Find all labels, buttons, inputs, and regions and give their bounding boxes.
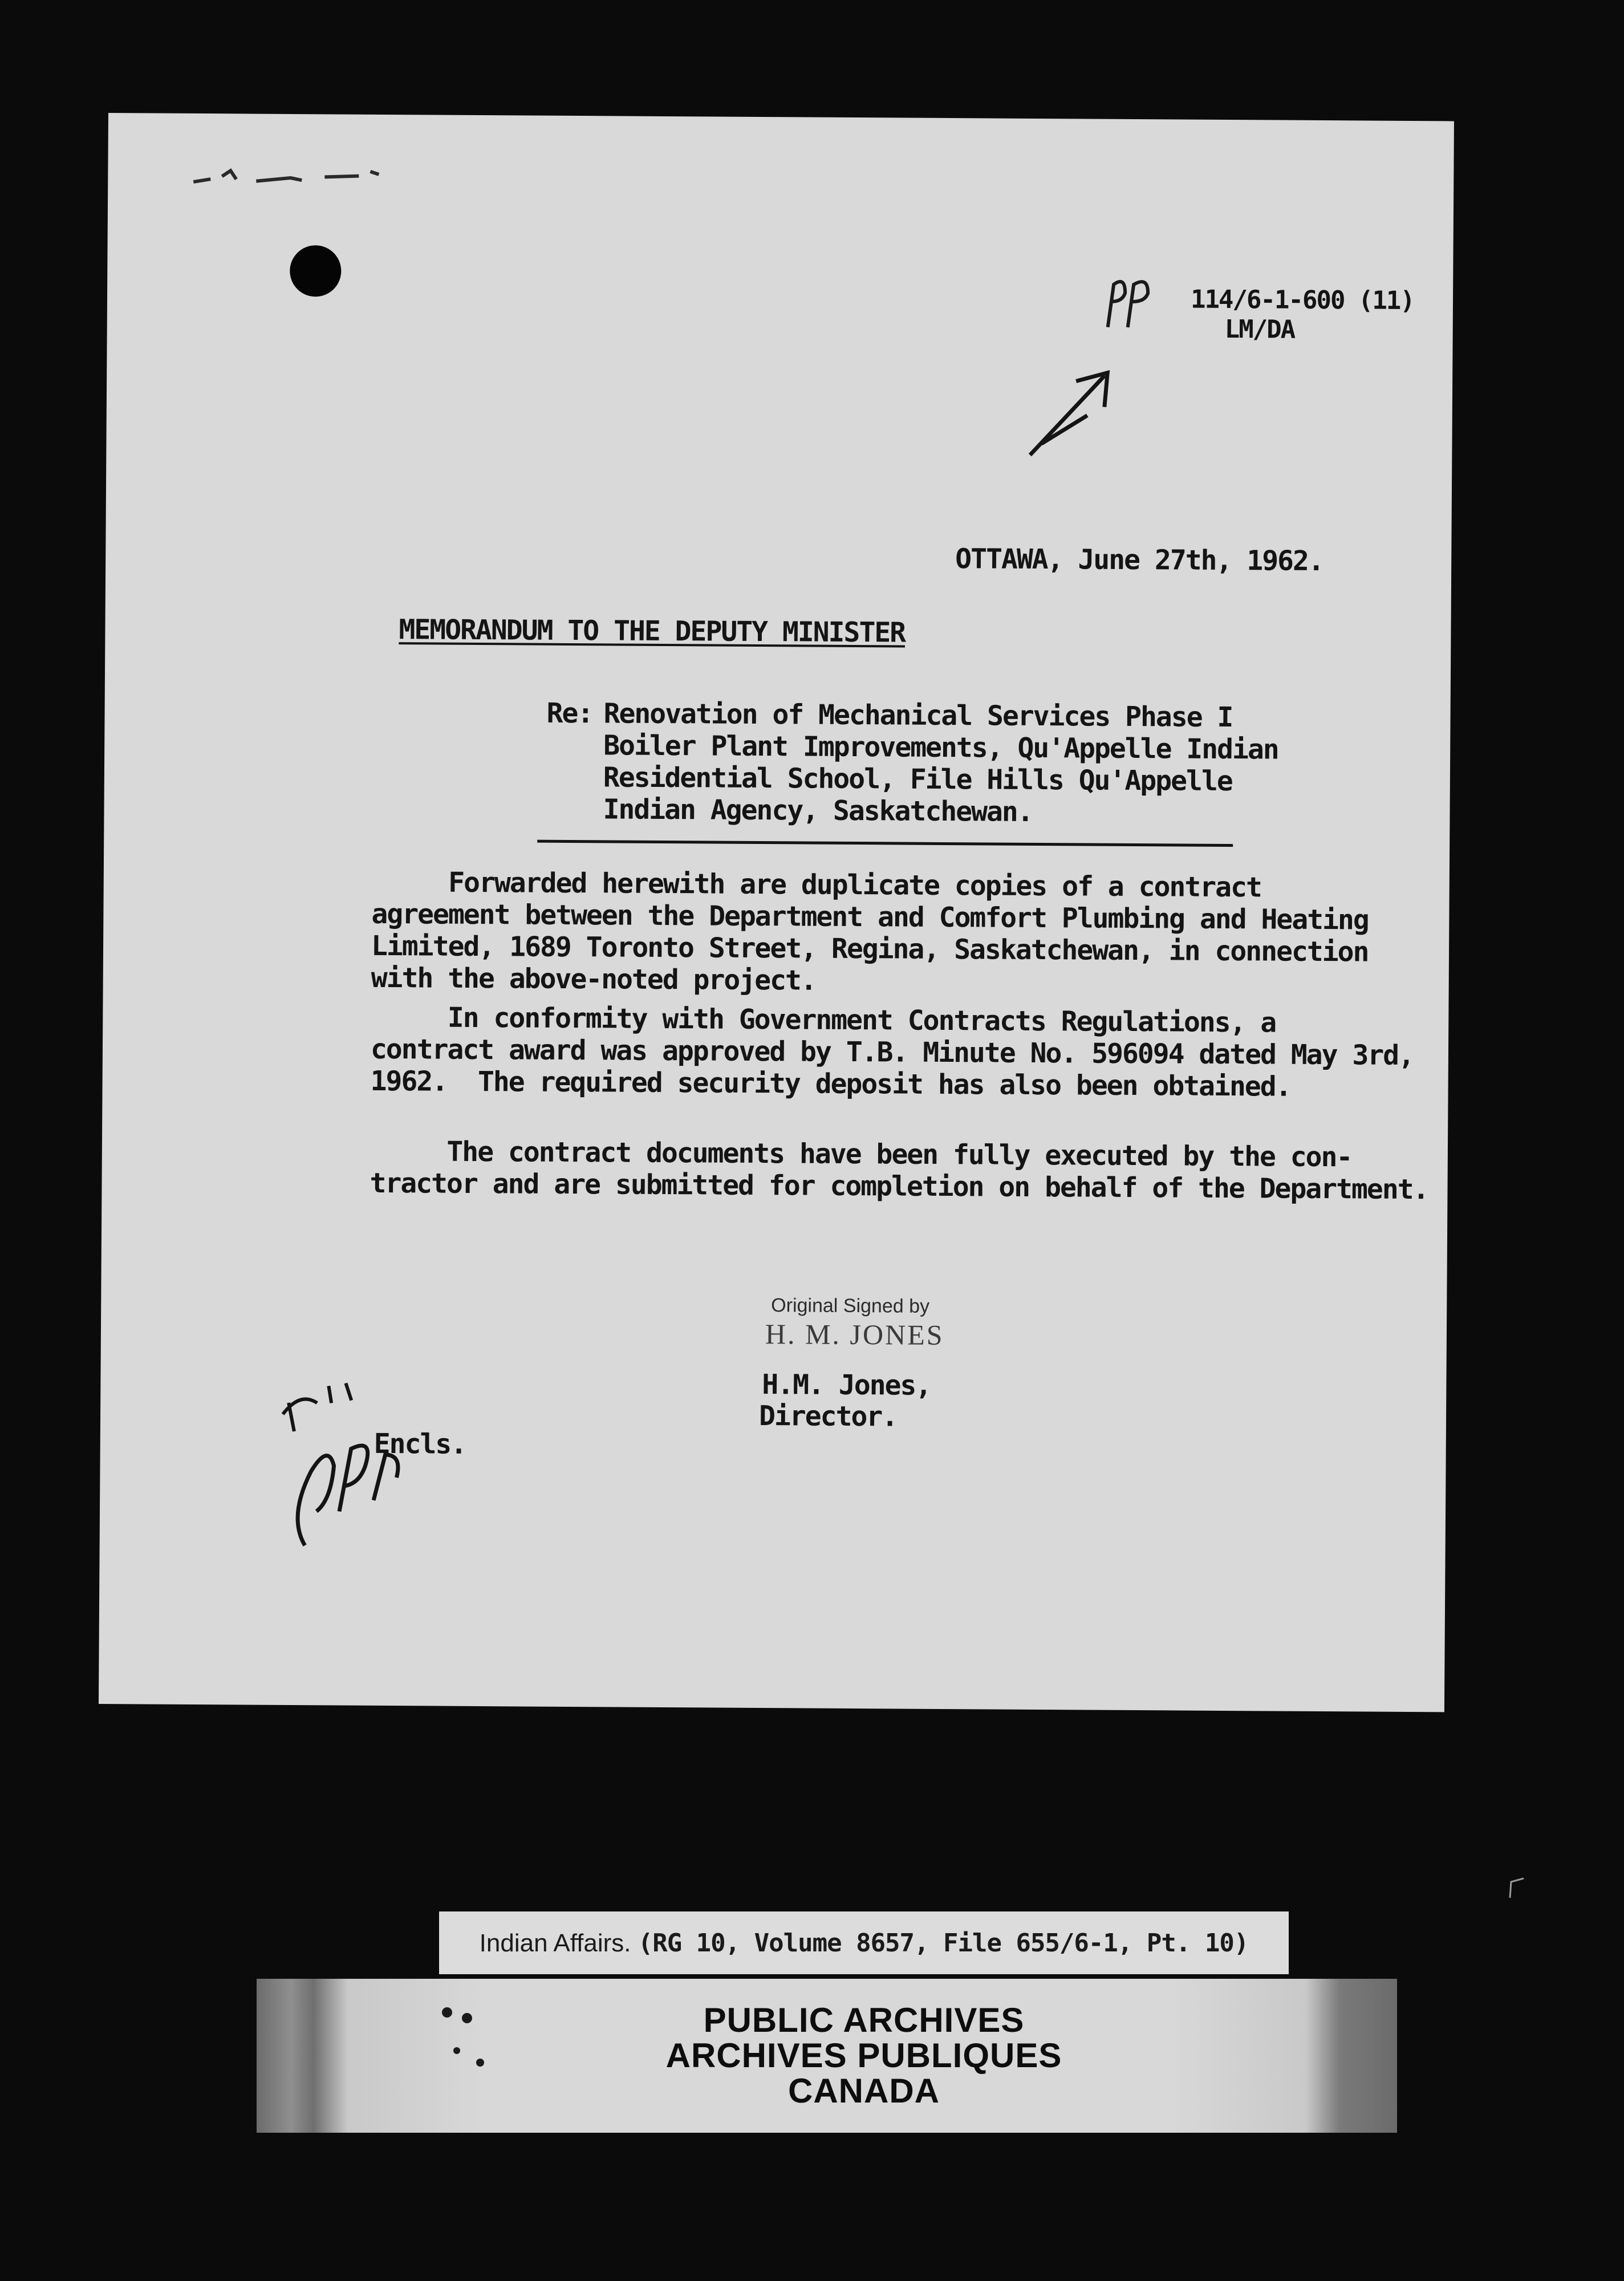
paragraph-line: with the above-noted project. — [371, 961, 816, 997]
archive-reference — [480, 1929, 1249, 1958]
file-reference: 114/6-1-600 (11) — [1190, 285, 1415, 315]
archive-label — [439, 1970, 1289, 2141]
paragraph-line: Forwarded herewith are duplicate copies of a contract — [371, 866, 1262, 904]
paragraph-line: In conformity with Government Contracts Regulations, a — [371, 1001, 1276, 1039]
subject-line: Residential School, File Hills Qu'Appelle — [603, 761, 1232, 798]
dateline: OTTAWA, June 27th, 1962. — [955, 543, 1323, 578]
archive-label-line: PUBLIC ARCHIVES — [703, 2001, 1025, 2039]
punch-hole — [290, 245, 342, 297]
subject-line: Renovation of Mechanical Services Phase I — [603, 697, 1233, 734]
signature-stamp-caption: Original Signed by — [771, 1294, 930, 1317]
paragraph-line: The contract documents have been fully executed by the con- — [370, 1135, 1352, 1174]
corner-mark — [1505, 1876, 1528, 1899]
paragraph-line: 1962. The required security deposit has also been obtained. — [370, 1065, 1291, 1103]
subject-line: Boiler Plant Improvements, Qu'Appelle Indian — [603, 729, 1278, 766]
pencil-scribble-mark — [188, 148, 393, 206]
memo-heading: MEMORANDUM TO THE DEPUTY MINISTER — [399, 614, 906, 649]
file-initials: LM/DA — [1224, 314, 1295, 344]
subject-line: Indian Agency, Saskatchewan. — [603, 793, 1033, 828]
enclosures-note: Encls. — [373, 1427, 466, 1460]
signer-title: Director. — [758, 1400, 898, 1433]
paragraph-line: Limited, 1689 Toronto Street, Regina, Saskatchewan, in connection — [371, 930, 1369, 968]
archive-reference-strip — [439, 1911, 1289, 1974]
paragraph-line: contract award was approved by T.B. Minute No. 596094 dated May 3rd, — [370, 1033, 1414, 1072]
archive-reference-prefix: Indian Affairs. — [479, 1929, 631, 1957]
paragraph-documents — [370, 1135, 1428, 1206]
handwritten-initial-mark — [1099, 273, 1163, 331]
subject-lines — [603, 697, 1278, 829]
archive-reference-detail: (RG 10, Volume 8657, File 655/6-1, Pt. 10) — [638, 1928, 1249, 1958]
memo-page — [99, 113, 1454, 1712]
signature-stamp-name: H. M. JONES — [765, 1318, 944, 1351]
subject-underline — [537, 840, 1233, 847]
archive-label-line: ARCHIVES PUBLIQUES — [665, 2036, 1062, 2075]
paragraph-line: tractor and are submitted for completion on behalf of the Department. — [370, 1167, 1428, 1206]
archive-label-line: CANADA — [788, 2072, 940, 2110]
signer-name: H.M. Jones, — [762, 1369, 931, 1402]
subject-label: Re: — [546, 697, 593, 730]
handwritten-arrow-icon — [1018, 358, 1133, 461]
handwritten-initials-mark — [265, 1369, 415, 1558]
paragraph-forwarded — [371, 866, 1369, 1000]
paragraph-line: agreement between the Department and Comfort Plumbing and Heating — [371, 898, 1369, 936]
paragraph-conformity — [370, 1001, 1414, 1103]
